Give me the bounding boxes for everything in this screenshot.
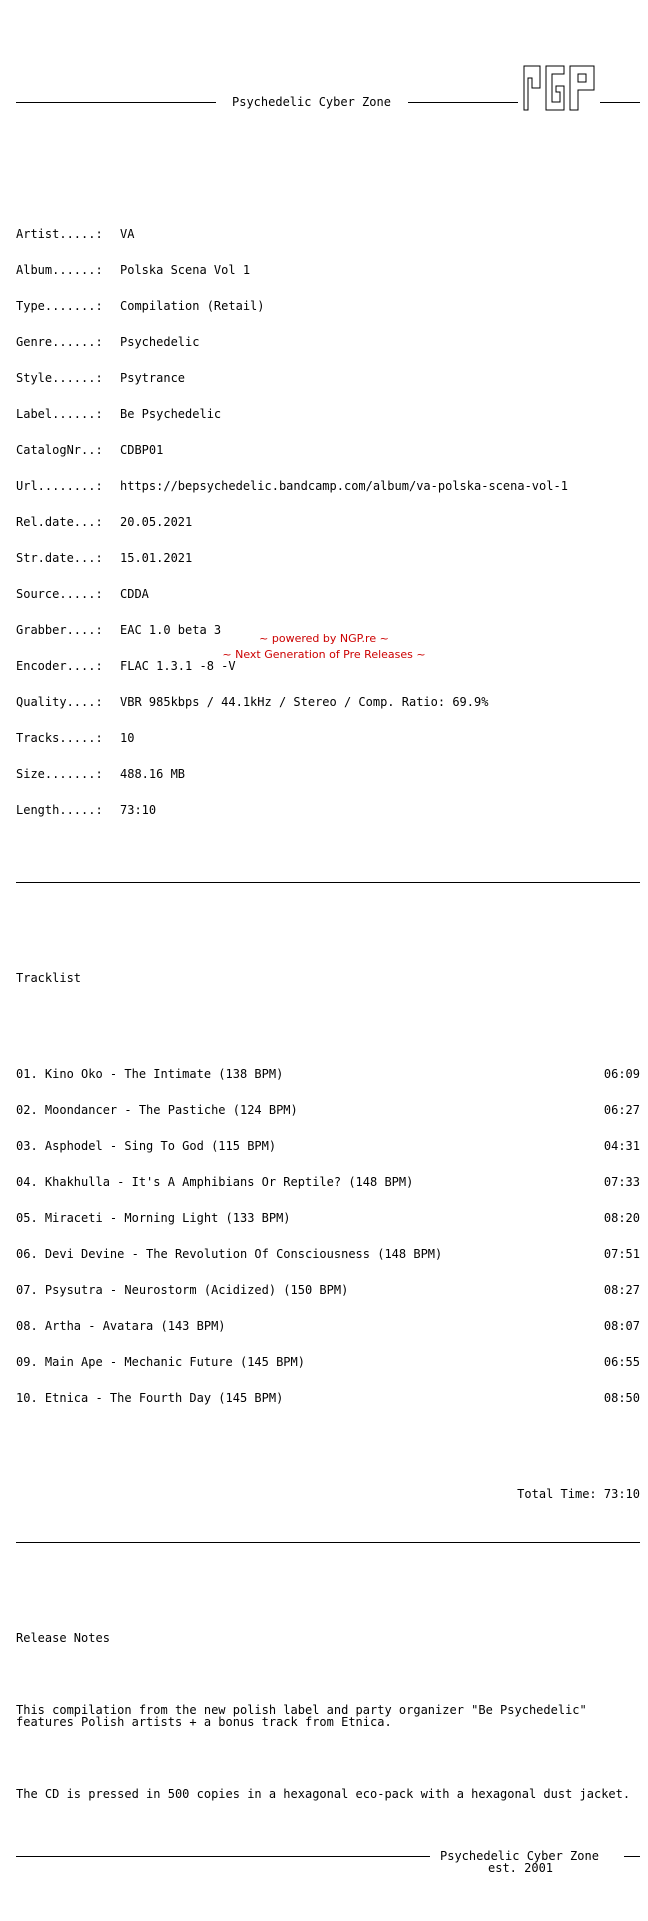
field-artist: Artist.....: VA	[16, 227, 135, 241]
header-rule-right	[600, 102, 640, 103]
field-album: Album......: Polska Scena Vol 1	[16, 263, 251, 277]
track-row: 05. Miraceti - Morning Light (133 BPM) 08:20	[16, 1211, 640, 1225]
field-size: Size.......: 488.16 MB	[16, 767, 186, 781]
footer-powered[interactable]: ~ powered by NGP.re ~	[259, 632, 389, 645]
release-info	[16, 204, 640, 840]
field-quality: Quality....: VBR 985kbps / 44.1kHz / Stereo / Comp. Ratio: 69.9%	[16, 695, 489, 709]
field-encoder: Encoder....: FLAC 1.3.1 -8 -V	[16, 659, 236, 673]
track-row: 07. Psysutra - Neurostorm (Acidized) (150 BPM) 08:27	[16, 1283, 640, 1297]
signoff-row	[16, 1848, 640, 1875]
field-tracks: Tracks.....: 10	[16, 731, 135, 745]
header-row	[16, 66, 640, 114]
track-row: 06. Devi Devine - The Revolution Of Consciousness (148 BPM) 07:51	[16, 1247, 640, 1261]
track-row: 02. Moondancer - The Pastiche (124 BPM) 06:27	[16, 1103, 640, 1117]
footer-tagline: ~ Next Generation of Pre Releases ~	[222, 648, 426, 661]
tracklist-heading: Tracklist	[16, 971, 82, 985]
signoff-est: est. 2001	[488, 1861, 554, 1875]
release-notes-paragraph: The CD is pressed in 500 copies in a hexagonal eco-pack with a hexagonal dust jacket.	[16, 1787, 631, 1801]
field-label: Label......: Be Psychedelic	[16, 407, 222, 421]
field-source: Source.....: CDDA	[16, 587, 149, 601]
nfo-document	[16, 18, 640, 1884]
total-time: Total Time: 73:10	[517, 1487, 640, 1501]
header-rule-left	[16, 102, 216, 103]
header-rule-mid	[408, 102, 518, 103]
field-style: Style......: Psytrance	[16, 371, 186, 385]
signoff-title: Psychedelic Cyber Zone	[440, 1849, 599, 1863]
field-type: Type.......: Compilation (Retail)	[16, 299, 265, 313]
field-length: Length.....: 73:10	[16, 803, 157, 817]
signoff-rule-right	[624, 1856, 640, 1857]
tracklist	[16, 1044, 640, 1428]
track-row: 04. Khakhulla - It's A Amphibians Or Reptile? (148 BPM) 07:33	[16, 1175, 640, 1189]
header-title: Psychedelic Cyber Zone	[224, 96, 399, 108]
divider	[16, 876, 640, 888]
divider	[16, 1536, 640, 1548]
track-row: 08. Artha - Avatara (143 BPM) 08:07	[16, 1319, 640, 1333]
ngp-logo	[522, 64, 602, 112]
field-url: Url........: https://bepsychedelic.bandcamp.com/album/va-polska-scena-vol-1	[16, 479, 568, 493]
track-row: 09. Main Ape - Mechanic Future (145 BPM) 06:55	[16, 1355, 640, 1369]
release-notes-paragraph: This compilation from the new polish label and party organizer "Be Psychedelic" features Polish artists + a bonus track from Etnica.	[16, 1703, 594, 1729]
track-row: 01. Kino Oko - The Intimate (138 BPM) 06:09	[16, 1067, 640, 1081]
field-catalog: CatalogNr..: CDBP01	[16, 443, 164, 457]
field-str-date: Str.date...: 15.01.2021	[16, 551, 193, 565]
release-notes-heading: Release Notes	[16, 1631, 110, 1645]
url-link[interactable]: https://bepsychedelic.bandcamp.com/album/va-polska-scena-vol-1	[120, 479, 568, 493]
track-row: 10. Etnica - The Fourth Day (145 BPM) 08:50	[16, 1391, 640, 1405]
signoff-rule-left	[16, 1856, 430, 1857]
field-grabber: Grabber....: EAC 1.0 beta 3	[16, 623, 222, 637]
field-rel-date: Rel.date...: 20.05.2021	[16, 515, 193, 529]
field-genre: Genre......: Psychedelic	[16, 335, 200, 349]
track-row: 03. Asphodel - Sing To God (115 BPM) 04:31	[16, 1139, 640, 1153]
